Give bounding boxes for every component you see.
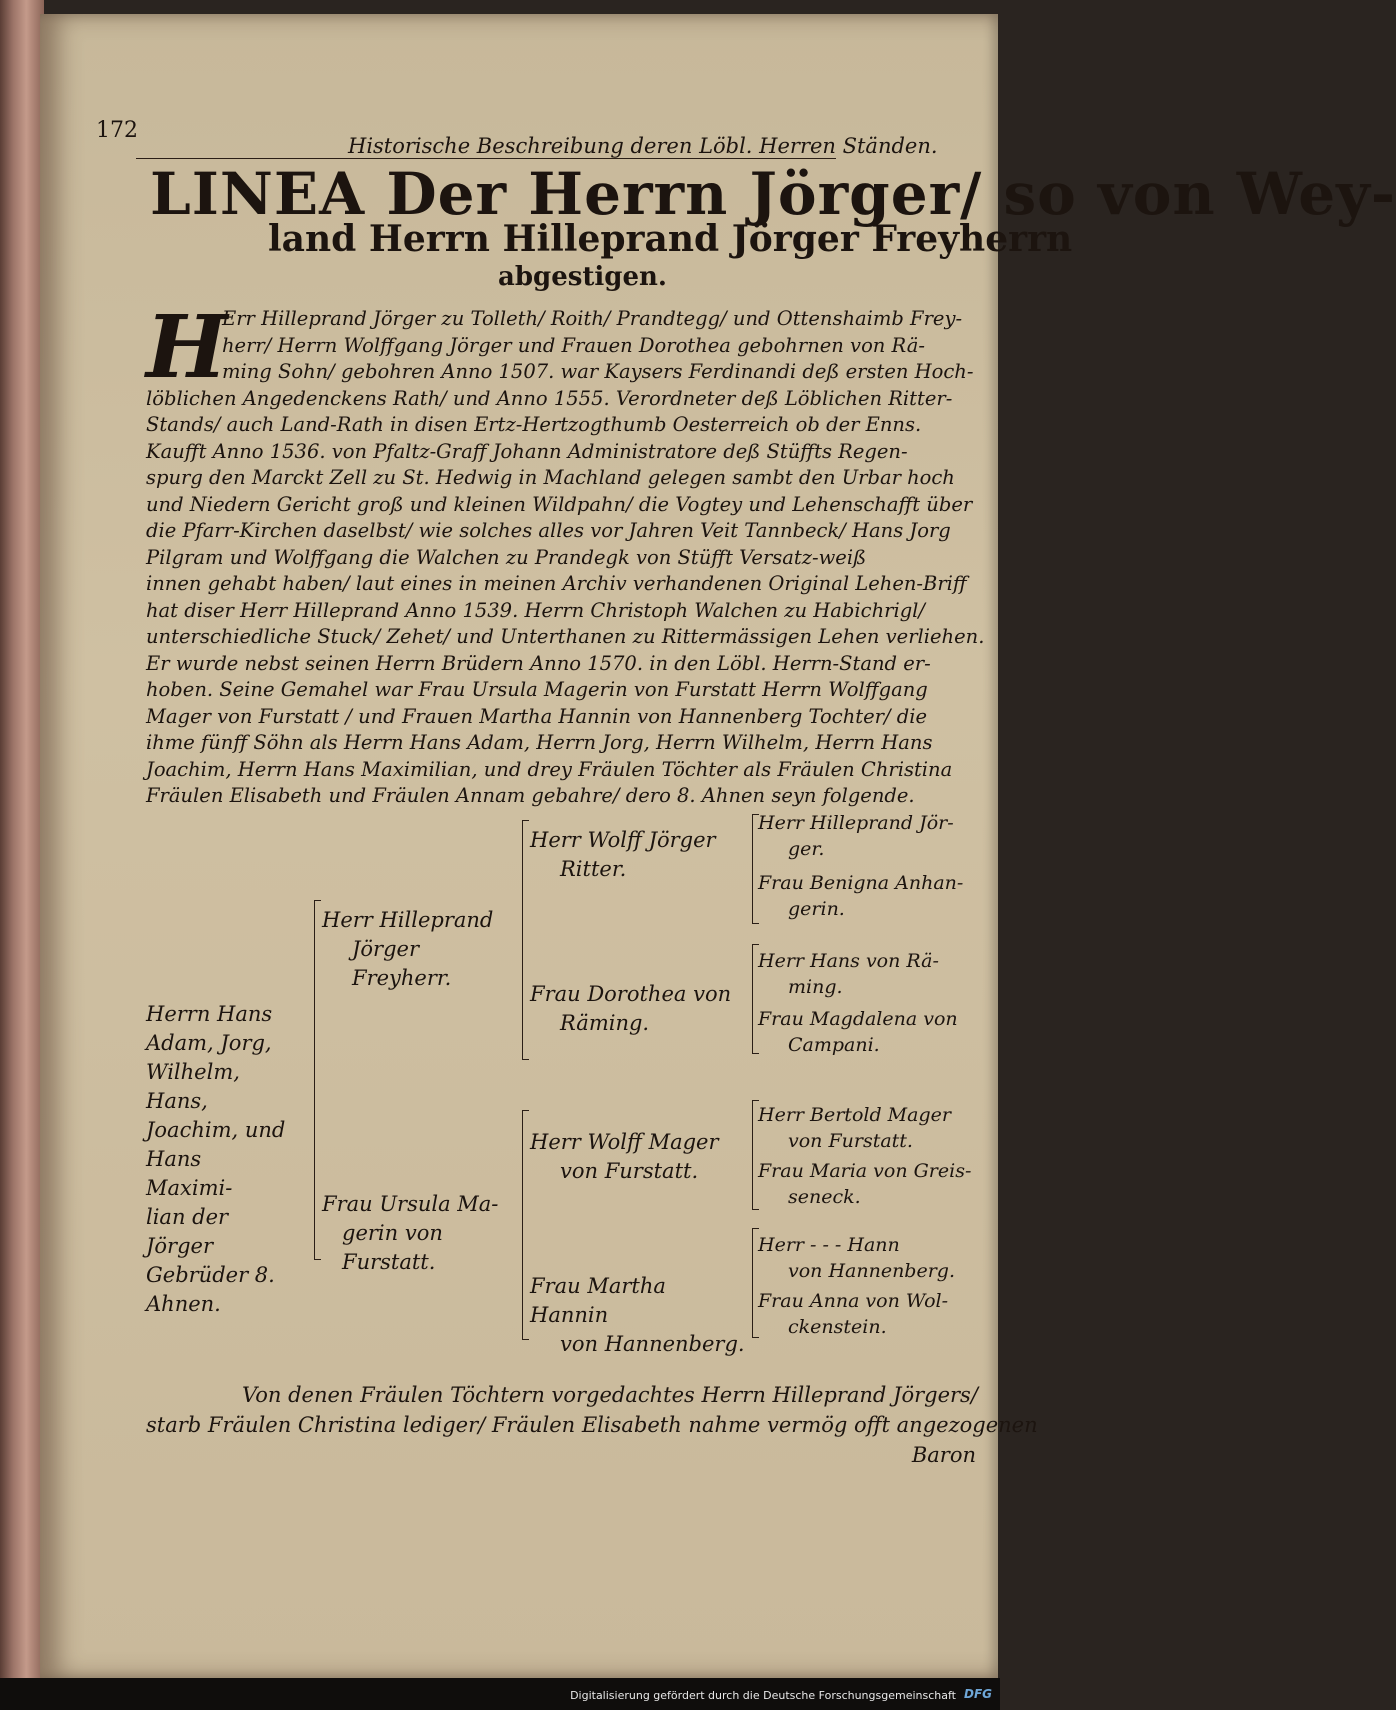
tree-g1-line: ger. [788, 838, 825, 860]
tree-g7-line: Herr - - - Hann [758, 1234, 900, 1256]
tree-g4-line: Campani. [788, 1034, 880, 1056]
body-line: löblichen Angedenckens Rath/ und Anno 1555. Verordneter deß Löblichen Ritter- [146, 386, 953, 410]
tree-root [146, 1000, 294, 1319]
tree-root-line: Herrn Hans [146, 1002, 273, 1026]
tree-g6-line: seneck. [788, 1186, 861, 1208]
closing-line: Baron [911, 1443, 976, 1467]
body-line: und Niedern Gericht groß und kleinen Wildpahn/ die Vogtey und Lehenschafft über [146, 492, 973, 516]
tree-root-line: lian der Jörger [146, 1205, 229, 1258]
page-number: 172 [96, 118, 138, 143]
tree-g4-line: Frau Magdalena von [758, 1008, 958, 1030]
tree-father-line: Herr Hilleprand [322, 908, 494, 932]
tree-root-line: Hans Maximi- [146, 1147, 233, 1200]
tree-g8 [758, 1288, 986, 1340]
body-line: Kaufft Anno 1536. von Pfaltz-Graff Johann Administratore deß Stüffts Regen- [146, 439, 908, 463]
tree-mf [530, 1128, 750, 1186]
tree-mother-line: gerin von Furstatt. [342, 1221, 443, 1274]
tree-mother-line: Frau Ursula Ma- [322, 1192, 499, 1216]
body-line: spurg den Marckt Zell zu St. Hedwig in Machland gelegen sambt den Urbar hoch [146, 466, 955, 489]
title-line-2: land Herrn Hilleprand Jörger Freyherrn [268, 218, 1073, 260]
tree-g1-line: Herr Hilleprand Jör- [758, 812, 954, 834]
body-line: hoben. Seine Gemahel war Frau Ursula Magerin von Furstatt Herrn Wolffgang [146, 678, 928, 701]
title-line-3: abgestigen. [498, 262, 667, 292]
tree-brace-mother [522, 1110, 523, 1340]
body-line: Stands/ auch Land-Rath in disen Ertz-Hertzogthumb Oesterreich ob der Enns. [146, 413, 922, 436]
tree-g6-line: Frau Maria von Greis- [758, 1160, 972, 1182]
tree-father [322, 906, 522, 993]
tree-g8-line: Frau Anna von Wol- [758, 1290, 949, 1312]
tree-mm-line: Frau Martha Hannin [530, 1274, 666, 1327]
body-line: Joachim, Herrn Hans Maximilian, und drey Fräulen Töchter als Fräulen Christina [146, 757, 953, 781]
tree-brace-mm [752, 1228, 753, 1338]
body-line: hat diser Herr Hilleprand Anno 1539. Herrn Christoph Walchen zu Habichrigl/ [146, 598, 925, 622]
tree-root-line: Gebrüder 8. [146, 1263, 275, 1287]
body-line: Pilgram und Wolffgang die Walchen zu Prandegk von Stüfft Versatz-weiß [146, 545, 867, 569]
header-rule [136, 158, 836, 159]
closing-line: Von denen Fräulen Töchtern vorgedachtes Herrn Hilleprand Jörgers/ [242, 1383, 978, 1407]
tree-fm [530, 980, 750, 1038]
closing-line: starb Fräulen Christina lediger/ Fräulen Elisabeth nahme vermög offt angezogenen [146, 1413, 1038, 1437]
body-line: herr/ Herrn Wolffgang Jörger und Frauen Dorothea gebohrnen von Rä- [222, 333, 925, 357]
tree-mm-line: von Hannenberg. [560, 1332, 745, 1356]
tree-g4 [758, 1006, 986, 1058]
tree-brace-father [522, 820, 523, 1060]
ancestor-tree [146, 812, 986, 1356]
tree-g3-line: ming. [788, 976, 843, 998]
tree-g3-line: Herr Hans von Rä- [758, 950, 939, 972]
tree-fm-line: Frau Dorothea von [530, 982, 732, 1006]
tree-g5-line: von Furstatt. [788, 1130, 913, 1152]
tree-g8-line: ckenstein. [788, 1316, 887, 1338]
tree-mm [530, 1272, 750, 1359]
tree-brace-ff [752, 814, 753, 924]
running-head: Historische Beschreibung deren Löbl. Herren Ständen. [348, 134, 938, 158]
tree-g7 [758, 1232, 986, 1284]
body-paragraph [146, 297, 986, 810]
tree-g5-line: Herr Bertold Mager [758, 1104, 951, 1126]
body-line: ming Sohn/ gebohren Anno 1507. war Kaysers Ferdinandi deß ersten Hoch- [222, 360, 974, 383]
tree-ff [530, 826, 750, 884]
title-line-1: LINEA Der Herrn Jörger/ so von Wey- [150, 160, 1396, 228]
tree-brace-mf [752, 1100, 753, 1210]
tree-g2-line: Frau Benigna Anhan- [758, 872, 964, 894]
tree-root-line: Ahnen. [146, 1292, 221, 1316]
tree-g3 [758, 948, 986, 1000]
tree-root-line: Wilhelm, Hans, [146, 1060, 240, 1113]
tree-ff-line: Ritter. [560, 857, 627, 881]
closing-paragraph [146, 1380, 1038, 1470]
body-line: unterschiedliche Stuck/ Zehet/ und Unterthanen zu Rittermässigen Lehen verliehen. [146, 625, 985, 648]
body-line: Err Hilleprand Jörger zu Tolleth/ Roith/ Prandtegg/ und Ottenshaimb Frey- [222, 307, 963, 330]
tree-g5 [758, 1102, 986, 1154]
tree-g1 [758, 810, 986, 862]
tree-root-line: Adam, Jorg, [146, 1031, 272, 1055]
footer-bar [0, 1678, 1000, 1710]
dfg-logo: DFG [963, 1687, 992, 1701]
body-line: Fräulen Elisabeth und Fräulen Annam gebahre/ dero 8. Ahnen seyn folgende. [146, 784, 915, 807]
body-line: Mager von Furstatt / und Frauen Martha Hannin von Hannenberg Tochter/ die [146, 704, 927, 728]
body-line: die Pfarr-Kirchen daselbst/ wie solches alles vor Jahren Veit Tannbeck/ Hans Jorg [146, 519, 951, 542]
drop-cap: H [146, 297, 228, 398]
tree-g7-line: von Hannenberg. [788, 1260, 955, 1282]
body-line: innen gehabt haben/ laut eines in meinen Archiv verhandenen Original Lehen-Briff [146, 572, 967, 595]
tree-ff-line: Herr Wolff Jörger [530, 828, 716, 852]
footer-credit: Digitalisierung gefördert durch die Deutsche Forschungsgemeinschaft [570, 1689, 956, 1702]
tree-g2-line: gerin. [788, 898, 845, 920]
tree-fm-line: Räming. [560, 1011, 650, 1035]
tree-mf-line: Herr Wolff Mager [530, 1130, 719, 1154]
tree-brace-root [314, 900, 315, 1260]
tree-g2 [758, 870, 986, 922]
tree-mother [322, 1190, 522, 1277]
tree-mf-line: von Furstatt. [560, 1159, 699, 1183]
tree-brace-fm [752, 944, 753, 1054]
tree-root-line: Joachim, und [146, 1118, 286, 1142]
tree-father-line: Jörger Freyherr. [352, 937, 452, 990]
body-line: ihme fünff Söhn als Herrn Hans Adam, Herrn Jorg, Herrn Wilhelm, Herrn Hans [146, 731, 933, 754]
body-line: Er wurde nebst seinen Herrn Brüdern Anno 1570. in den Löbl. Herrn-Stand er- [146, 651, 931, 675]
tree-g6 [758, 1158, 986, 1210]
